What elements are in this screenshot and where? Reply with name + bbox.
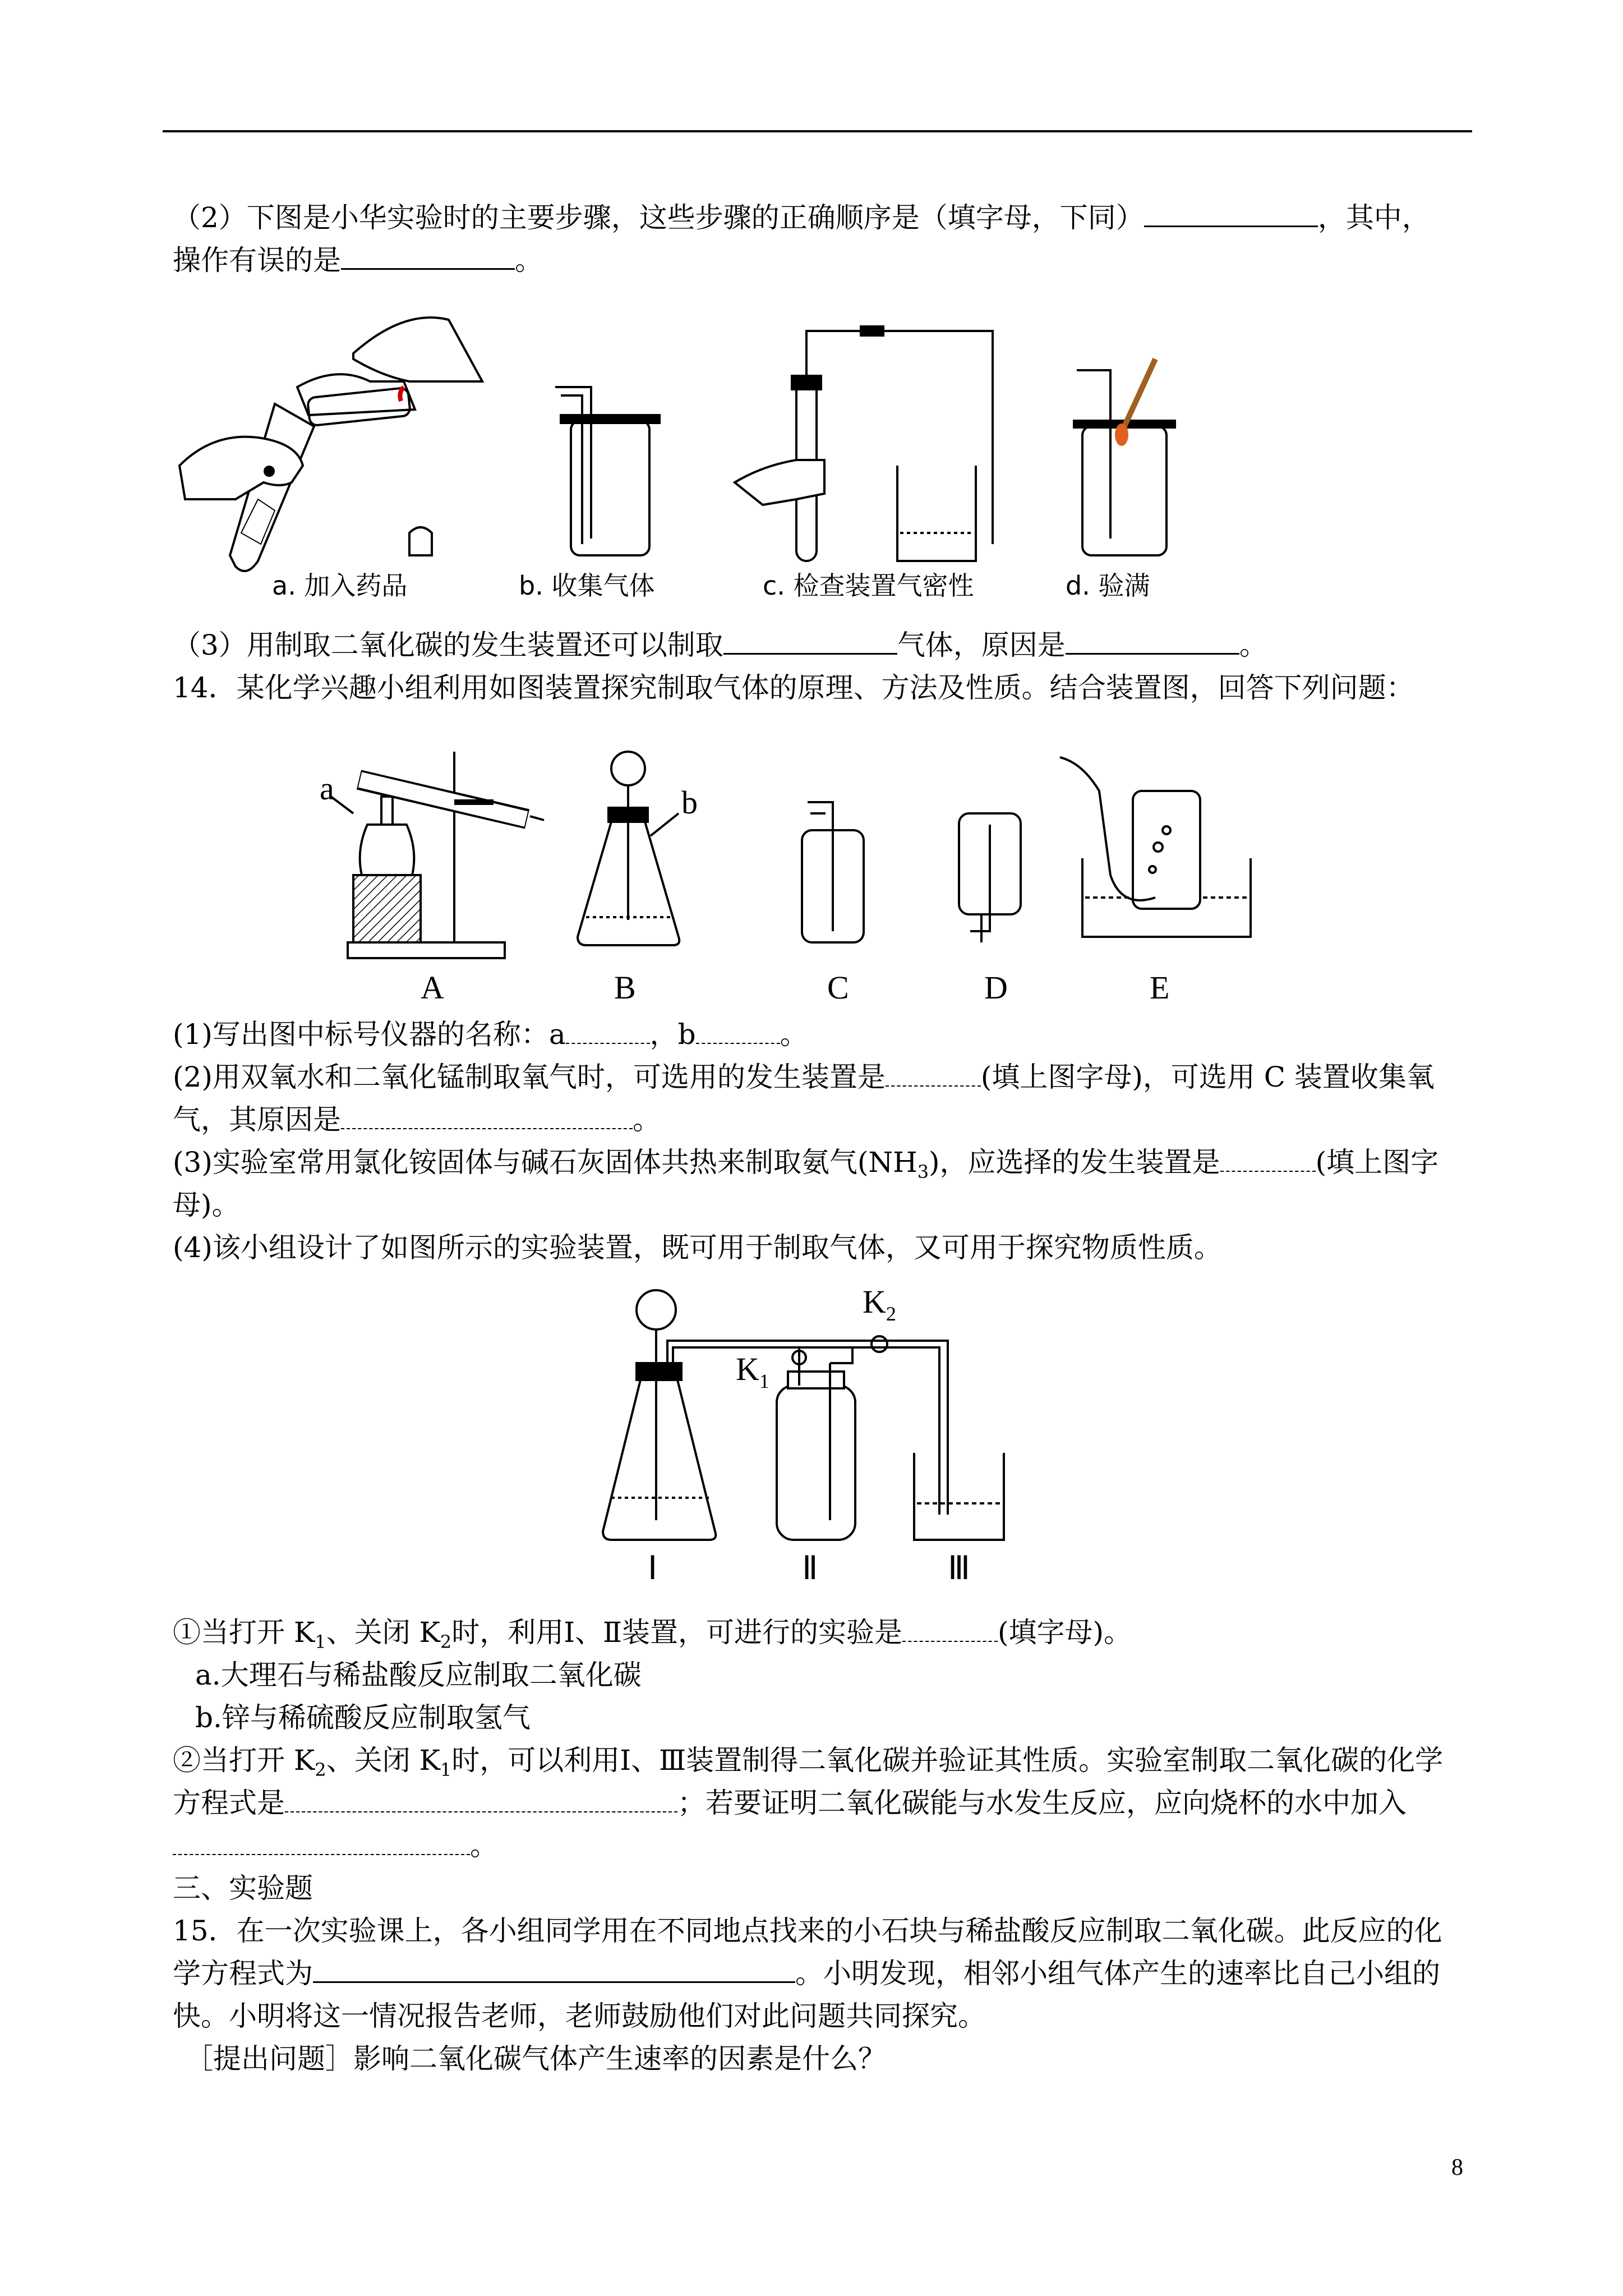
apparatus-label-d: D [984,969,1008,1006]
apparatus-label-a: A [421,969,444,1006]
apparatus-label-2: Ⅱ [802,1550,818,1586]
q14-option-a: a.大理石与稀盐酸反应制取二氧化碳 [195,1659,642,1691]
q14-sub3-line2: 母)。 [173,1189,240,1221]
q13-part2-line2: 操作有误的是 。 [173,239,543,282]
marker-a: a [320,770,334,807]
answer-blank[interactable] [886,1057,981,1087]
q14-sub2-line2: 气，其原因是 。 [173,1098,661,1141]
apparatus-c [802,802,864,942]
apparatus-1 [603,1290,948,1540]
q14-case2-line3: 。 [173,1824,498,1867]
q13-part3: （3）用制取二氧化碳的发生装置还可以制取 气体，原因是 。 [173,624,1267,666]
q14-case2-line2: 方程式是 ；若要证明二氧化碳能与水发生反应，应向烧杯的水中加入 [173,1782,1407,1824]
q14-sub1: (1)写出图中标号仪器的名称：a ，b 。 [173,1013,808,1056]
apparatus-label-e: E [1150,969,1170,1006]
answer-blank[interactable] [313,1953,795,1983]
answer-blank[interactable] [566,1015,650,1044]
answer-blank[interactable] [173,1826,470,1855]
apparatus-figure [314,729,1324,1010]
q14-case1: ①当打开 $K_1$、关闭 $K_2$时，利用Ⅰ、Ⅱ装置，可进行的实验是 (填字母)。 [173,1611,1132,1663]
step-b-illustration [555,387,660,555]
step-a-illustration [179,318,482,571]
step-d-label: d. 验满 [1066,570,1150,601]
apparatus-label-b: B [614,969,636,1006]
answer-blank[interactable] [285,1783,677,1812]
apparatus-label-1: Ⅰ [648,1550,658,1586]
answer-blank[interactable] [902,1613,998,1642]
answer-blank[interactable] [341,240,515,270]
q15-line1: 15．在一次实验课上，各小组同学用在不同地点找来的小石块与稀盐酸反应制取二氧化碳。此反应的化 [173,1915,1442,1947]
q14-sub2-line1: (2)用双氧水和二氧化锰制取氧气时，可选用的发生装置是 (填上图字母)，可选用 C 装置收集氧 [173,1056,1435,1098]
valve-k2-label: $K_2$ [863,1283,896,1325]
experiment-steps-figure [168,297,1245,617]
apparatus-label-c: C [827,969,849,1006]
apparatus-e [1060,757,1251,937]
combined-apparatus-figure [589,1273,1038,1593]
section-heading: 三、实验题 [173,1872,313,1904]
apparatus-b [578,752,679,945]
apparatus-3 [872,1336,1004,1540]
marker-b: b [681,784,698,821]
q14-intro: 14．某化学兴趣小组利用如图装置探究制取气体的原理、方法及性质。结合装置图，回答下列问题： [173,671,1414,704]
q14-sub3-line1: (3)实验室常用氯化铵固体与碱石灰固体共热来制取氨气$(NH_3)$，应选择的发生装置是 (填上图字 [173,1141,1438,1193]
q15-line3: 快。小明将这一情况报告老师，老师鼓励他们对此问题共同探究。 [173,2000,986,2032]
apparatus-d [959,813,1021,942]
q14-option-b: b.锌与稀硫酸反应制取氢气 [195,1701,531,1734]
answer-blank[interactable] [696,1015,780,1044]
apparatus-2 [777,1347,855,1540]
apparatus-a [331,752,544,958]
step-b-label: b. 收集气体 [519,570,655,601]
step-a-label: a. 加入药品 [272,570,408,601]
q14-sub4: (4)该小组设计了如图所示的实验装置，既可用于制取气体，又可用于探究物质性质。 [173,1231,1222,1264]
q15-line4: ［提出问题］影响二氧化碳气体产生速率的因素是什么？ [185,2042,886,2075]
answer-blank[interactable] [1144,197,1318,227]
q13-part2-line1: （2）下图是小华实验时的主要步骤，这些步骤的正确顺序是（填字母，下同） ，其中， [173,196,1430,239]
apparatus-label-3: Ⅲ [948,1550,970,1586]
header-rule [163,130,1472,132]
answer-blank[interactable] [1220,1143,1316,1172]
step-c-label: c. 检查装置气密性 [763,570,974,601]
valve-k1-label: $K_1$ [736,1351,769,1392]
step-d-illustration [1074,359,1175,555]
step-c-illustration [735,326,993,561]
q14-case2-line1: ②当打开 $K_2$、关闭 $K_1$时，可以利用Ⅰ、Ⅲ装置制得二氧化碳并验证其性质。实验室制取二氧化碳的化学 [173,1744,1444,1780]
page-number: 8 [1451,2155,1463,2180]
answer-blank[interactable] [723,625,897,655]
answer-blank[interactable] [1066,625,1239,655]
q15-line2: 学方程式为 。小明发现，相邻小组气体产生的速率比自己小组的 [173,1952,1440,1995]
answer-blank[interactable] [341,1100,633,1129]
